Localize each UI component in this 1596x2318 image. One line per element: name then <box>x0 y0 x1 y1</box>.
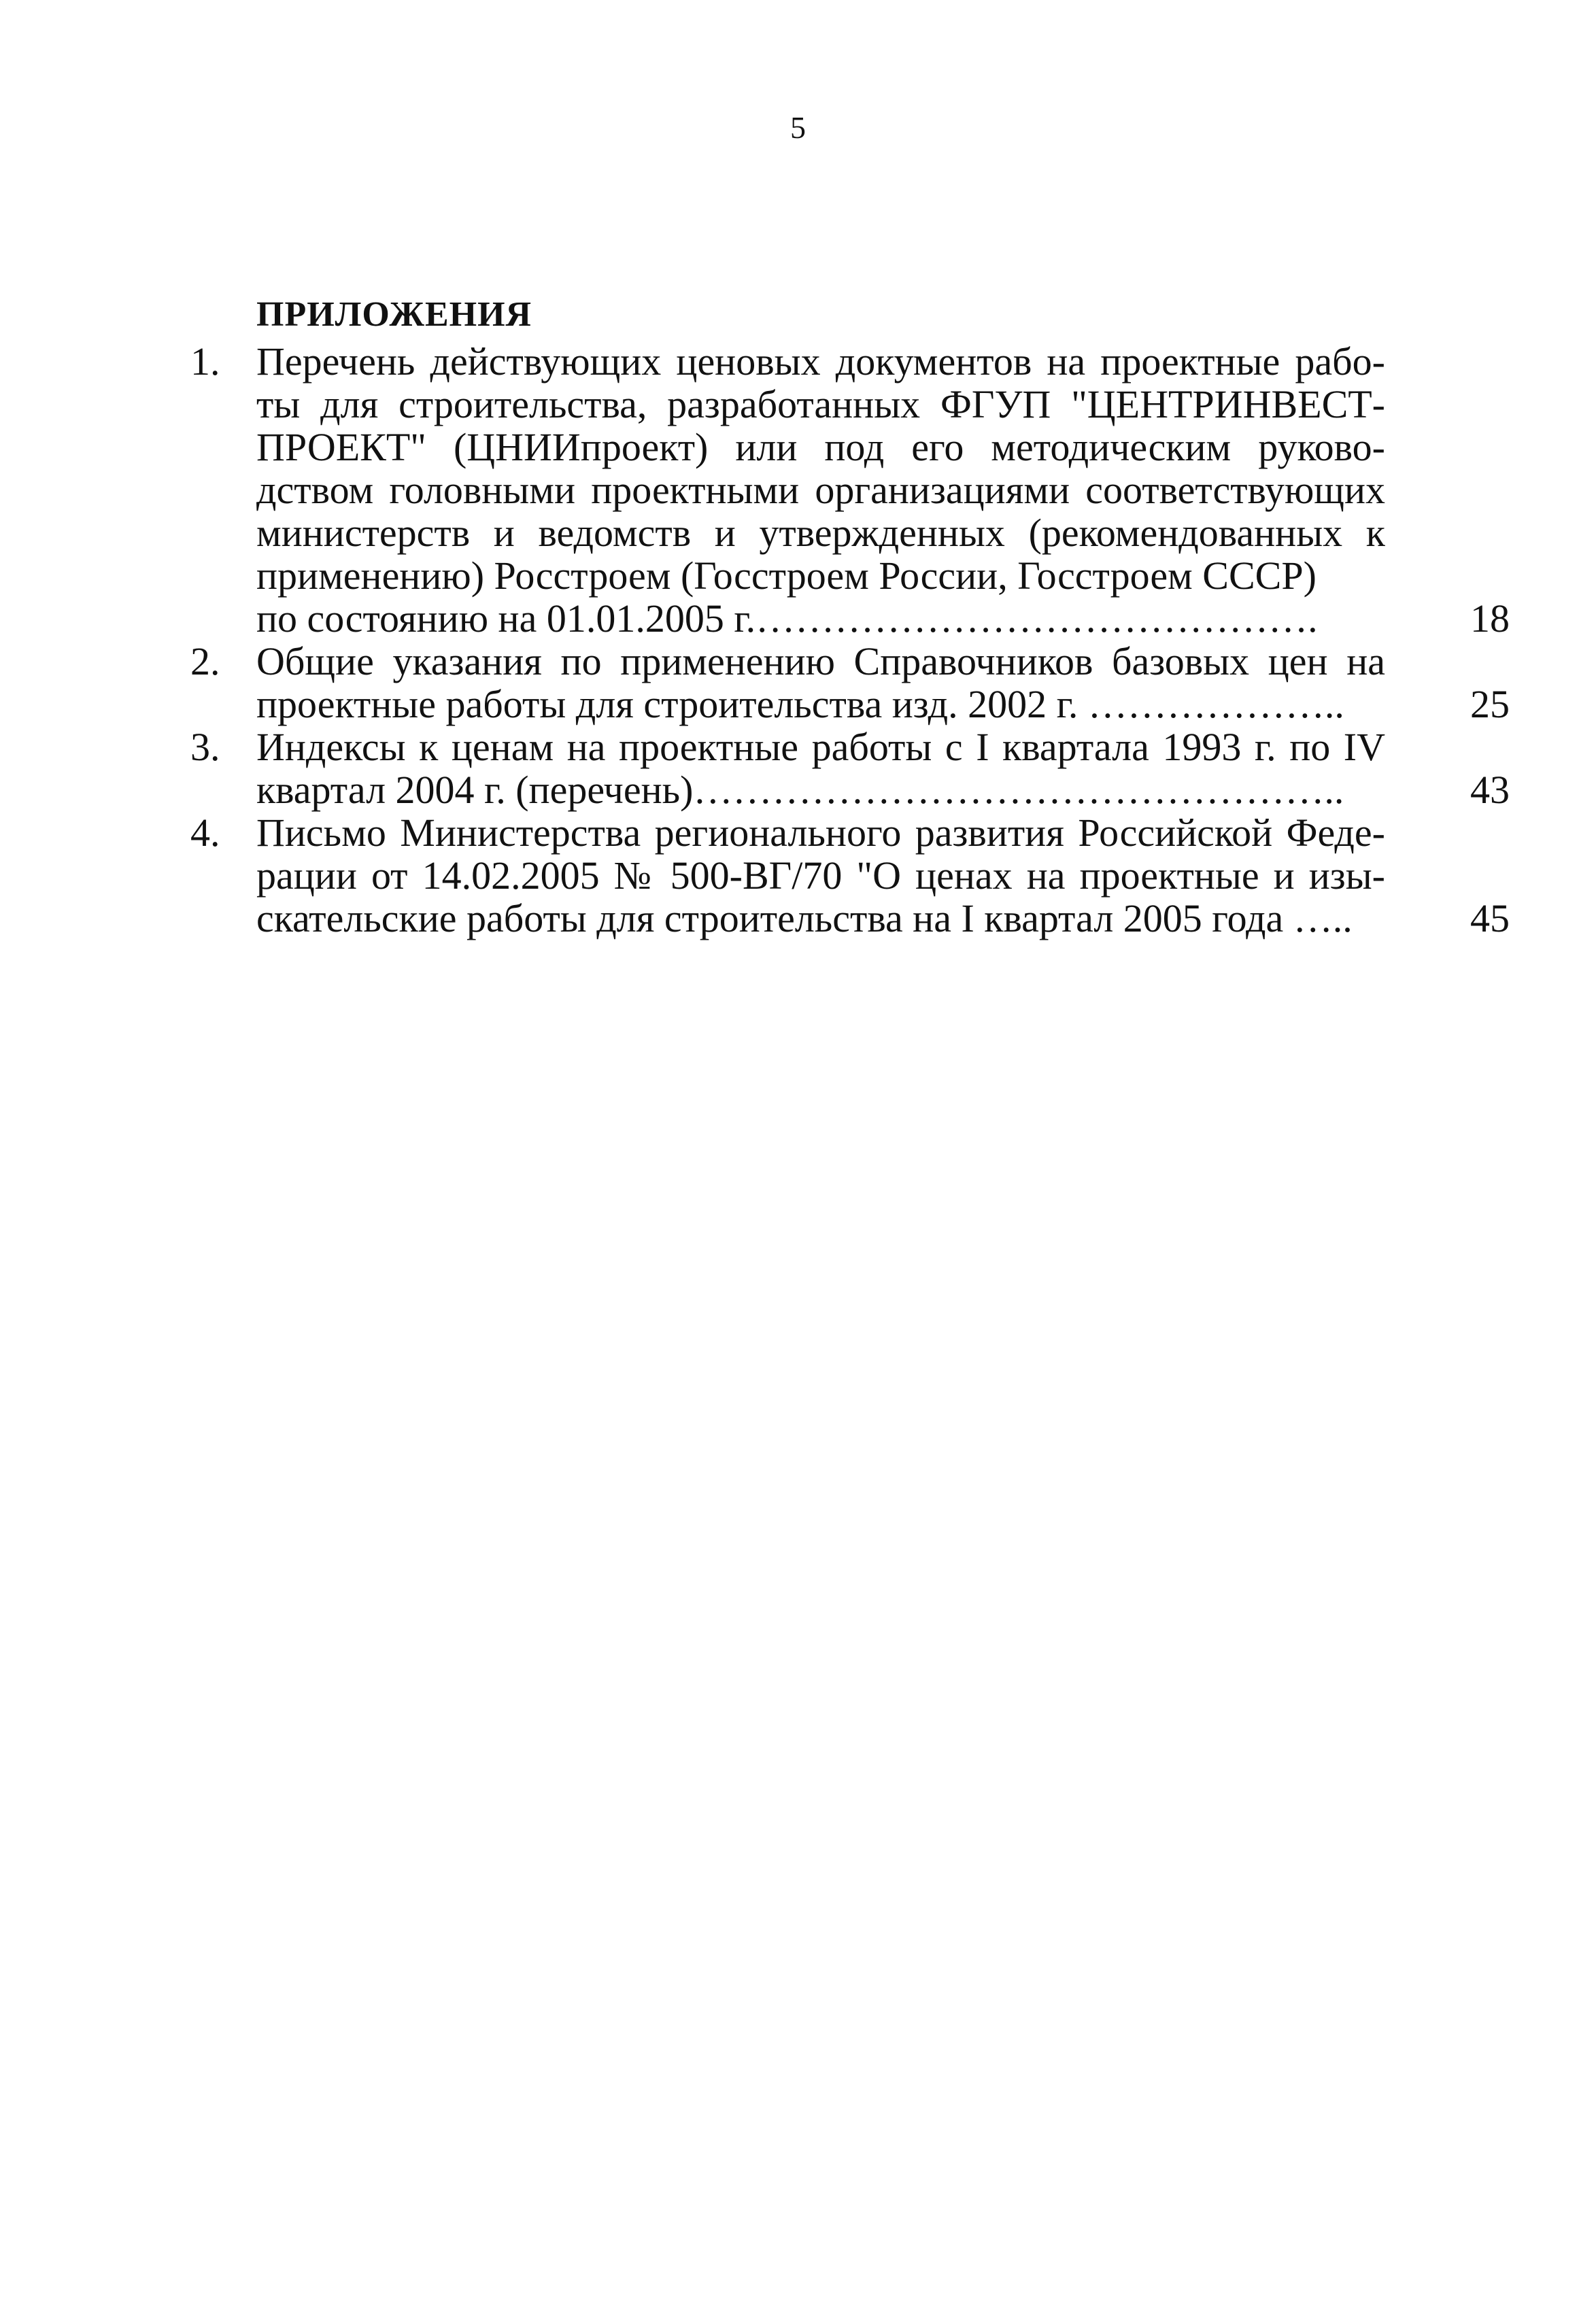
appendix-item-text <box>256 811 1385 940</box>
appendix-item-1 <box>190 340 1510 640</box>
section-title: ПРИЛОЖЕНИЯ <box>256 295 532 334</box>
appendix-item-number: 2. <box>190 639 220 683</box>
appendix-item-3 <box>190 726 1510 811</box>
appendix-item-line: ПРОЕКТ" (ЦНИИпроект) или под его методическим руково- <box>256 425 1385 469</box>
appendix-item-line: по состоянию на 01.01.2005 г.……………………………………. <box>256 596 1318 641</box>
appendix-item-line: ты для строительства, разработанных ФГУП "ЦЕНТРИНВЕСТ- <box>256 382 1385 426</box>
appendix-item-page: 18 <box>1470 596 1510 641</box>
page-number: 5 <box>790 110 806 145</box>
appendix-item-line: скательские работы для строительства на I квартал 2005 года ….. <box>256 896 1353 940</box>
appendix-item-page: 25 <box>1470 682 1510 726</box>
appendix-item-line: Перечень действующих ценовых документов на проектные рабо- <box>256 339 1385 384</box>
appendix-item-number: 1. <box>190 339 220 384</box>
appendix-item-line: Индексы к ценам на проектные работы с I квартала 1993 г. по IV <box>256 725 1385 769</box>
appendix-item-line: квартал 2004 г. (перечень)………………………………………….. <box>256 768 1344 812</box>
appendix-list <box>190 340 1510 940</box>
appendix-item-number: 4. <box>190 811 220 855</box>
appendix-item-line: проектные работы для строительства изд. 2002 г. ……………….. <box>256 682 1344 726</box>
appendix-item-line: дством головными проектными организациями соответствующих <box>256 468 1385 512</box>
appendix-item-number: 3. <box>190 725 220 769</box>
appendix-item-text <box>256 640 1385 726</box>
appendix-item-text <box>256 726 1385 811</box>
appendix-item-page: 43 <box>1470 768 1510 812</box>
appendix-item-line: министерств и ведомств и утвержденных (рекомендованных к <box>256 511 1385 555</box>
appendix-item-page: 45 <box>1470 896 1510 940</box>
appendix-item-line: рации от 14.02.2005 № 500-ВГ/70 "О ценах на проектные и изы- <box>256 853 1385 898</box>
appendix-item-4 <box>190 811 1510 940</box>
appendix-item-line: применению) Росстроем (Госстроем России, Госстроем СССР) <box>256 553 1317 598</box>
appendix-item-line: Письмо Министерства регионального развития Российской Феде- <box>256 811 1385 855</box>
appendix-item-line: Общие указания по применению Справочников базовых цен на <box>256 639 1385 683</box>
appendix-item-text <box>256 340 1385 640</box>
appendix-item-2 <box>190 640 1510 726</box>
